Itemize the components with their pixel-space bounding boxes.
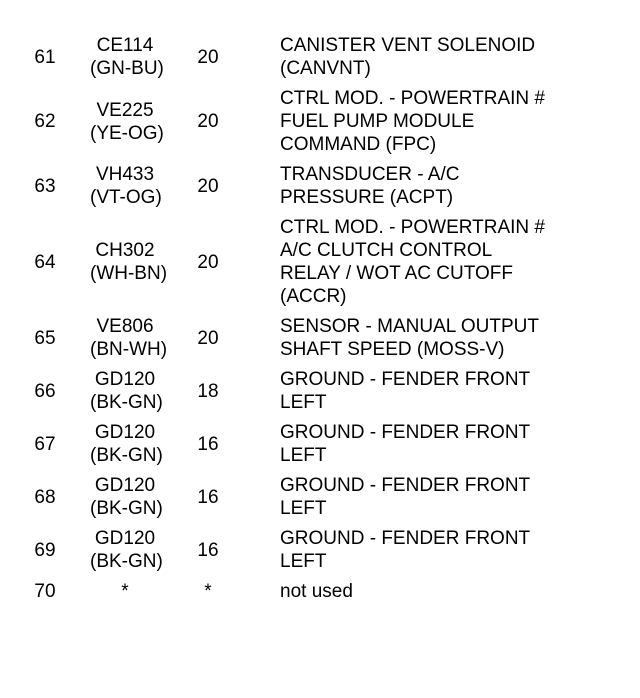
circuit-cell	[90, 313, 168, 366]
pin-row	[0, 366, 640, 419]
description-line: COMMAND (FPC)	[280, 134, 437, 155]
description-line: GROUND - FENDER FRONT	[280, 422, 531, 443]
wire-color: (BK-GN)	[90, 392, 163, 413]
description-line: (CANVNT)	[280, 58, 371, 79]
pin-row	[0, 214, 640, 313]
circuit-description	[256, 214, 640, 313]
description-line: LEFT	[280, 392, 327, 413]
circuit-description	[256, 313, 640, 366]
circuit-cell	[90, 525, 163, 578]
wire-color: (VT-OG)	[90, 187, 162, 208]
circuit-code: VH433	[95, 164, 155, 185]
description-line: A/C CLUTCH CONTROL	[280, 240, 493, 261]
description-line: LEFT	[280, 498, 327, 519]
circuit-cell	[90, 85, 164, 161]
circuit-code: GD120	[94, 422, 156, 443]
pin-number: 63	[34, 175, 56, 197]
pin-number: 66	[34, 380, 56, 402]
circuit-code: CE114	[96, 35, 154, 56]
circuit-code: GD120	[94, 528, 156, 549]
description-line: TRANSDUCER - A/C	[280, 164, 460, 185]
wire-color: (BN-WH)	[90, 339, 168, 360]
pin-row	[0, 419, 640, 472]
pin-row	[0, 525, 640, 578]
description-line: RELAY / WOT AC CUTOFF	[280, 263, 513, 284]
circuit-description	[256, 472, 640, 525]
wire-gauge: 20	[197, 251, 219, 273]
circuit-code: GD120	[94, 369, 156, 390]
wire-color: (YE-OG)	[90, 122, 164, 144]
circuit-description	[256, 32, 640, 85]
wire-gauge: *	[204, 581, 212, 602]
circuit-description	[256, 578, 640, 608]
wire-gauge: 20	[197, 175, 219, 197]
wire-color: (BK-GN)	[90, 445, 163, 466]
circuit-description	[256, 419, 640, 472]
wire-color: (WH-BN)	[90, 263, 168, 284]
wire-color: (BK-GN)	[90, 551, 163, 572]
description-line: LEFT	[280, 445, 327, 466]
wire-gauge: 20	[197, 46, 219, 68]
wire-color: (GN-BU)	[90, 58, 164, 79]
circuit-code: CH302	[95, 240, 155, 261]
connector-pin-table	[0, 32, 640, 608]
description-line: SHAFT SPEED (MOSS-V)	[280, 339, 505, 360]
description-line: CTRL MOD. - POWERTRAIN #	[280, 88, 545, 109]
circuit-description	[256, 366, 640, 419]
pin-row	[0, 313, 640, 366]
circuit-description	[256, 161, 640, 214]
pin-row	[0, 32, 640, 85]
description-line: SENSOR - MANUAL OUTPUT	[280, 316, 539, 337]
pin-number: 64	[34, 251, 56, 273]
circuit-cell	[90, 366, 163, 419]
pin-number: 68	[34, 486, 56, 508]
circuit-cell	[90, 419, 163, 472]
pin-number: 70	[34, 581, 56, 602]
circuit-cell	[90, 214, 168, 313]
wire-gauge: 16	[197, 539, 219, 561]
circuit-cell	[90, 32, 164, 85]
circuit-description	[256, 525, 640, 578]
pin-row	[0, 161, 640, 214]
description-line: GROUND - FENDER FRONT	[280, 475, 531, 496]
description-line: FUEL PUMP MODULE	[280, 111, 475, 132]
wire-gauge: 18	[197, 380, 219, 402]
pin-number: 65	[34, 327, 56, 349]
wire-gauge: 20	[197, 111, 219, 132]
description-line: PRESSURE (ACPT)	[280, 187, 454, 208]
circuit-code: *	[121, 581, 129, 602]
circuit-cell	[90, 472, 163, 525]
pin-row	[0, 85, 640, 161]
pin-number: 69	[34, 539, 56, 561]
circuit-cell	[90, 578, 160, 608]
wire-gauge: 16	[197, 433, 219, 455]
circuit-code: VE225	[96, 99, 154, 121]
wire-gauge: 20	[197, 327, 219, 349]
pin-number: 67	[34, 433, 56, 455]
wire-color: (BK-GN)	[90, 498, 163, 519]
description-line: CANISTER VENT SOLENOID	[280, 35, 536, 56]
circuit-code: VE806	[96, 316, 154, 337]
description-line: (ACCR)	[280, 286, 347, 307]
circuit-code: GD120	[94, 475, 156, 496]
description-line: CTRL MOD. - POWERTRAIN #	[280, 217, 545, 238]
description-line: GROUND - FENDER FRONT	[280, 528, 531, 549]
description-line: GROUND - FENDER FRONT	[280, 369, 531, 390]
pin-number: 62	[34, 111, 56, 132]
description-line: LEFT	[280, 551, 327, 572]
wire-gauge: 16	[197, 486, 219, 508]
pin-number: 61	[34, 46, 56, 68]
pin-table-body	[0, 32, 640, 608]
description-line: not used	[280, 581, 353, 602]
pin-row	[0, 472, 640, 525]
circuit-cell	[90, 161, 160, 214]
pin-row	[0, 578, 640, 608]
circuit-description	[256, 85, 640, 161]
